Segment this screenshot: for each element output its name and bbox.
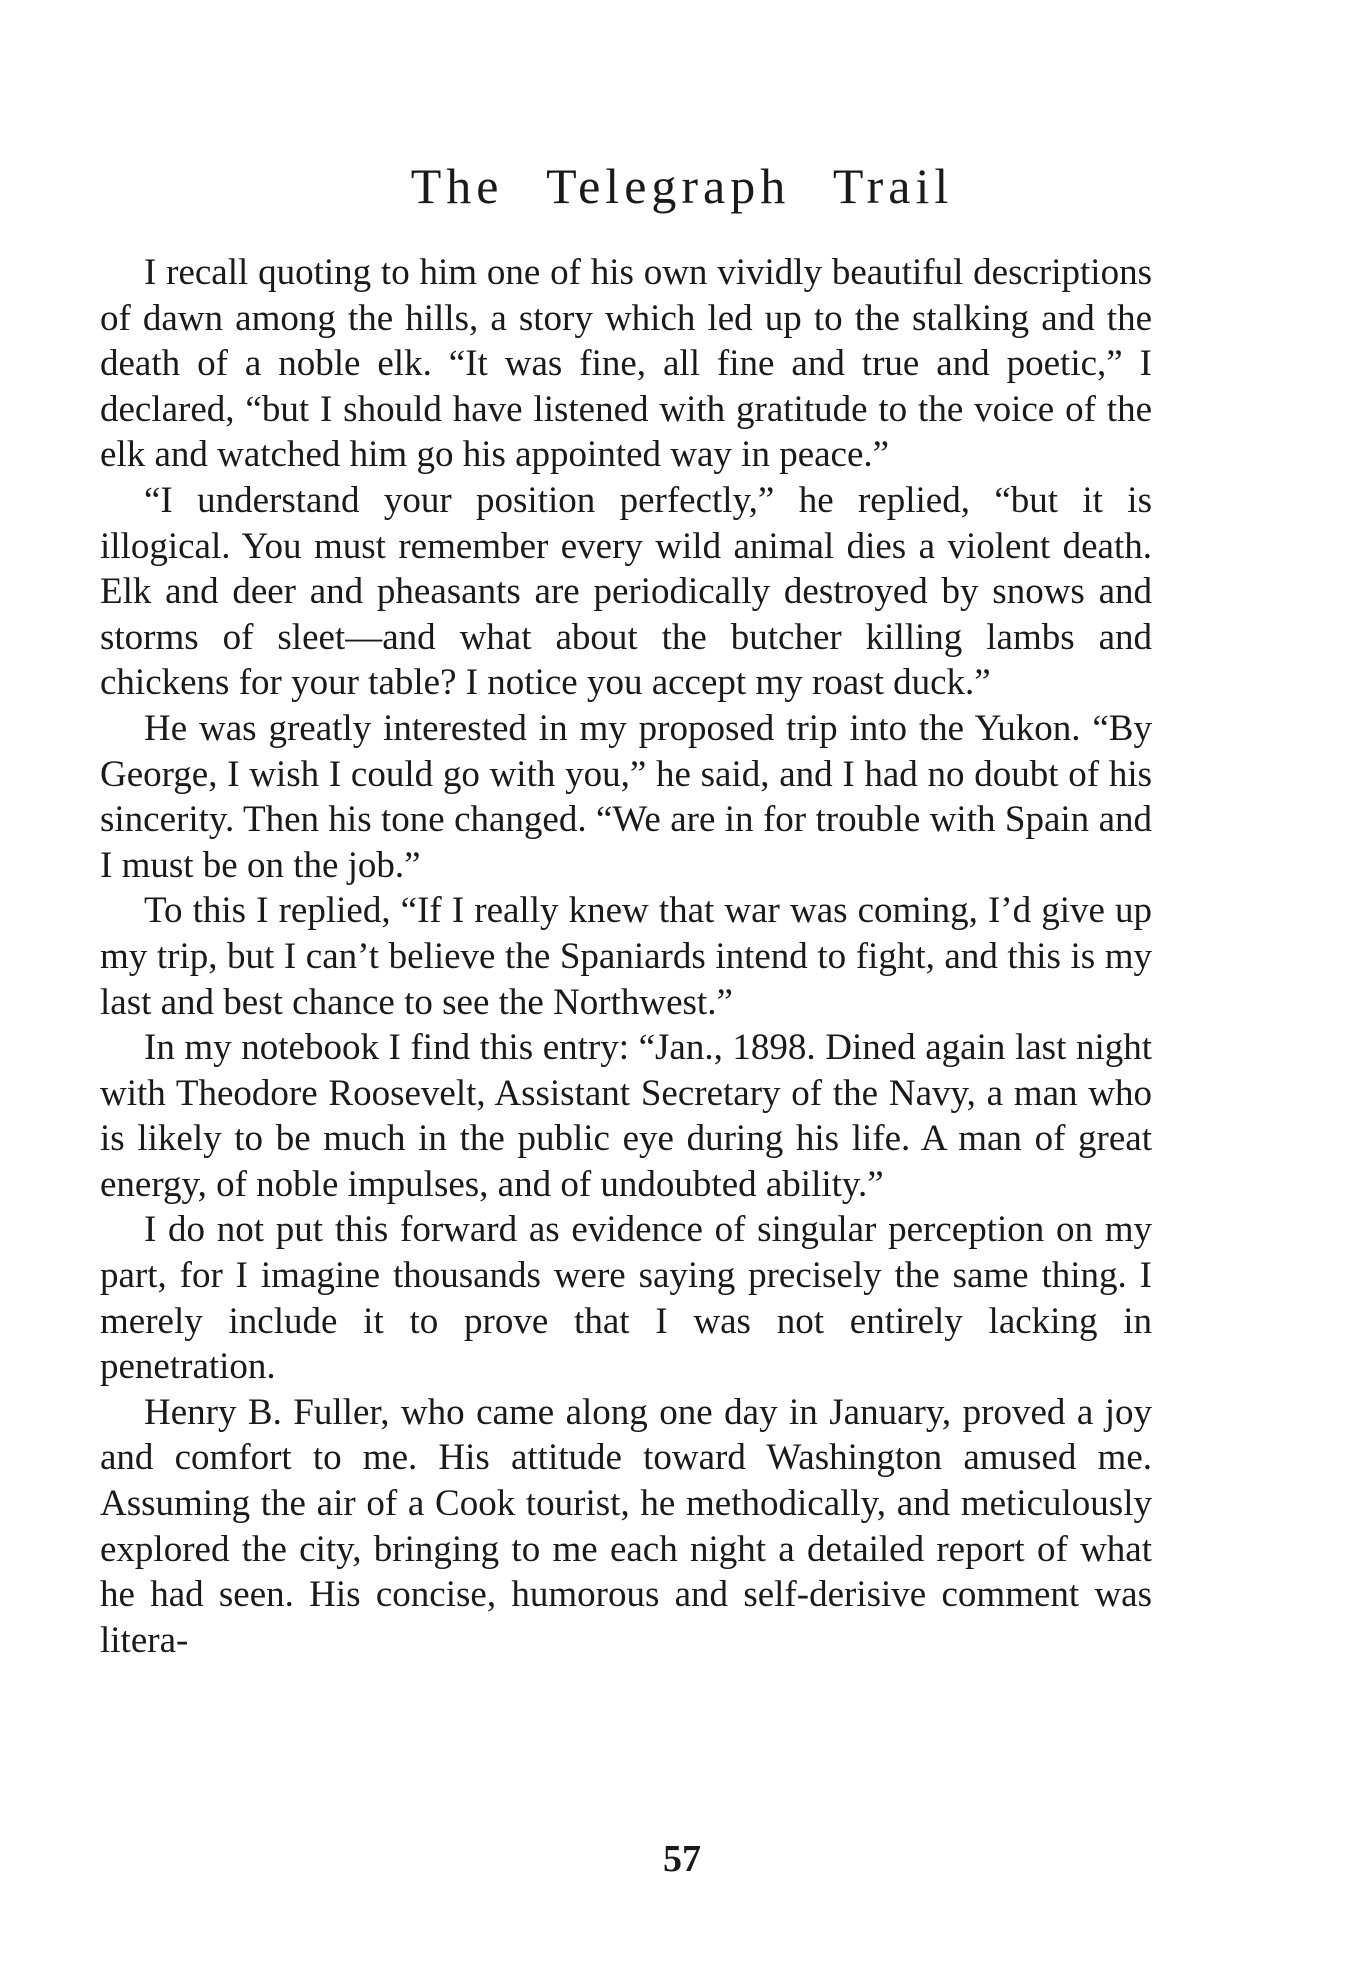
paragraph: He was greatly interested in my proposed trip into the Yukon. “By George, I wish I could go with you,” he said, and I had no doubt of his sincerity. Then his tone changed. “We are in for trouble with Spain and I must be on the job.” xyxy=(100,707,1152,886)
paragraph: In my notebook I find this entry: “Jan., 1898. Dined again last night with Theodore Roosevelt, Assistant Secretary of the Navy, a man who is likely to be much in the public eye during his life. A man of great energy, of noble impulses, and of undoubted ability.” xyxy=(100,1027,1152,1205)
paragraph: I do not put this forward as evidence of singular perception on my part, for I imagine thousands were saying precisely the same thing. I merely include it to prove that I was not entirely lacking in penetration. xyxy=(100,1209,1152,1388)
running-head: The Telegraph Trail xyxy=(410,158,954,214)
paragraph: “I understand your position perfectly,” he replied, “but it is illogical. You must remember every wild animal dies a violent death. Elk and deer and pheasants are periodically destroyed by snows and storms of sleet—and what about the butcher killing lambs and chickens for your table? I notice you accept my roast duck.” xyxy=(100,479,1152,704)
paragraph: I recall quoting to him one of his own vividly beautiful descriptions of dawn among the hills, a story which led up to the stalking and the death of a noble elk. “It was fine, all fine and true and poetic,” I declared, “but I should have listened with gratitude to the voice of the elk and watched him go his appointed way in peace.” xyxy=(100,252,1152,476)
body-text xyxy=(100,250,1152,1663)
paragraph: To this I replied, “If I really knew that war was coming, I’d give up my trip, but I can’t believe the Spaniards intend to fight, and this is my last and best chance to see the Northwest.” xyxy=(100,890,1152,1023)
page-number: 57 xyxy=(663,1838,701,1880)
paragraph: Henry B. Fuller, who came along one day in January, proved a joy and comfort to me. His attitude toward Washington amused me. Assuming the air of a Cook tourist, he methodically, and meticulously explored the city, bringing to me each night a detailed report of what he had seen. His concise, humorous and self-derisive comment was litera- xyxy=(100,1391,1152,1661)
